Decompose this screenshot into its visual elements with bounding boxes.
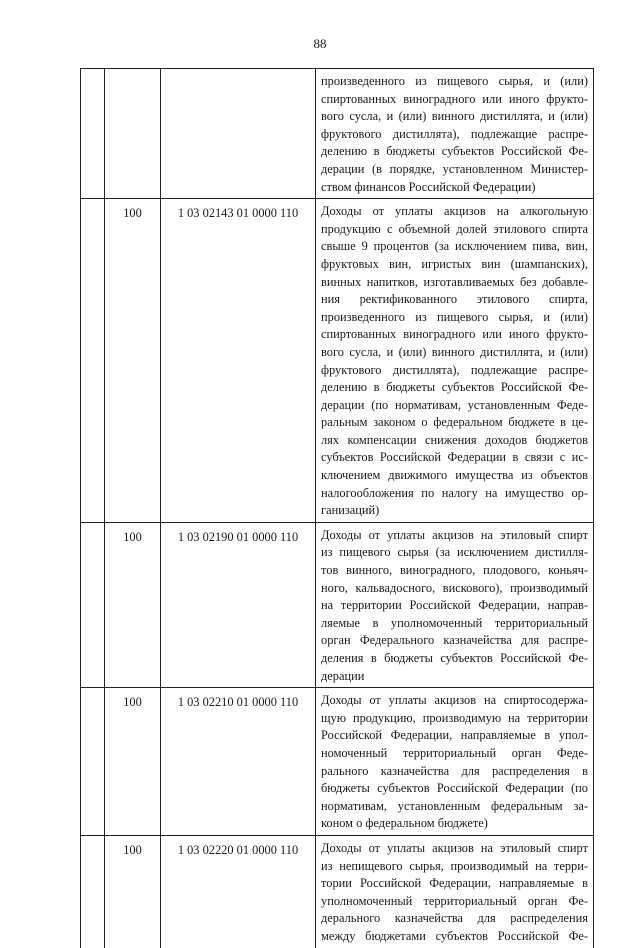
description-line: делению в бюджеты субъектов Российской Фе- — [321, 144, 588, 159]
description-cell — [316, 199, 594, 523]
description-line: ного, кальвадосного, вискового), производимый — [321, 580, 588, 595]
kbk-code-cell — [161, 69, 316, 199]
kbk-code-cell: 1 03 02220 01 0000 110 — [161, 835, 316, 947]
description-line: рального казначейства для распределения в — [321, 763, 588, 778]
description-line: лях компенсации снижения доходов бюджетов — [321, 432, 588, 447]
description-line: деления в бюджеты субъектов Российской Фе- — [321, 651, 588, 665]
description-line: фруктового дистиллята), подлежащие распре- — [321, 362, 588, 377]
description-line: Доходы от уплаты акцизов на алкогольную — [321, 204, 588, 219]
description-line: Доходы от уплаты акцизов на этиловый спирт — [321, 840, 588, 855]
description-line: вого сусла, и (или) винного дистиллята, и (или) — [321, 109, 588, 124]
description-line: из пищевого сырья (за исключением дистилля- — [321, 545, 588, 560]
description-line: Российской Федерации, направляемые в упол- — [321, 728, 588, 743]
table-row — [81, 522, 594, 687]
description-line: фруктового дистиллята), подлежащие распре- — [321, 126, 588, 141]
description-line: бюджеты субъектов Российской Федерации (по — [321, 781, 588, 796]
admin-code-cell: 100 — [105, 199, 161, 523]
kbk-code-cell: 1 03 02143 01 0000 110 — [161, 199, 316, 523]
description-line: уполномоченный территориальный орган Фе- — [321, 893, 588, 908]
description-line: продукцию с объемной долей этилового спирта — [321, 221, 588, 236]
description-line: вого сусла, и (или) винного дистиллята, и (или) — [321, 344, 588, 359]
row-number-cell — [81, 69, 105, 199]
description-line: тории Российской Федерации, направляемые в — [321, 876, 588, 891]
kbk-code-cell: 1 03 02210 01 0000 110 — [161, 688, 316, 836]
description-line: нормативам, установленным федеральным за- — [321, 798, 588, 813]
description-line: свыше 9 процентов (за исключением пива, вин, — [321, 239, 588, 254]
description-line: ганизаций) — [321, 503, 380, 518]
description-line: произведенного из пищевого сырья, и (или) — [321, 309, 588, 324]
description-line: дерального казначейства для распределения — [321, 911, 588, 926]
row-number-cell — [81, 522, 105, 687]
description-line: спиртованных виноградного или иного фрукто- — [321, 91, 588, 106]
row-number-cell — [81, 835, 105, 947]
description-line: Доходы от уплаты акцизов на спиртосодержа- — [321, 693, 588, 708]
description-text — [316, 523, 593, 687]
description-line: делению в бюджеты субъектов Российской Фе- — [321, 380, 588, 395]
description-line: субъектов Российской Федерации в связи с ис- — [321, 450, 588, 465]
row-number-cell — [81, 199, 105, 523]
admin-code-cell: 100 — [105, 835, 161, 947]
description-line: спиртованных виноградного или иного фрукто- — [321, 327, 588, 342]
admin-code-cell: 100 — [105, 522, 161, 687]
description-line: ключением движимого имущества из объектов — [321, 468, 588, 483]
description-line: ством финансов Российской Федерации) — [321, 179, 536, 194]
description-line: тов винного, виноградного, плодового, коньяч- — [321, 563, 588, 578]
description-line: произведенного из пищевого сырья, и (или) — [321, 74, 588, 88]
description-cell — [316, 835, 594, 947]
table-row — [81, 69, 594, 199]
revenue-classification-table — [80, 68, 594, 948]
admin-code-cell — [105, 69, 161, 199]
description-line: дерации — [321, 668, 365, 683]
table-row — [81, 199, 594, 523]
description-cell — [316, 688, 594, 836]
kbk-code-cell: 1 03 02190 01 0000 110 — [161, 522, 316, 687]
description-line: винных напитков, изготавливаемых без добавле- — [321, 274, 588, 289]
description-cell — [316, 522, 594, 687]
description-line: орган Федерального казначейства для распре- — [321, 633, 588, 648]
description-line: щую продукцию, производимую на территории — [321, 710, 588, 725]
description-line: коном о федеральном бюджете) — [321, 816, 488, 831]
description-text — [316, 688, 593, 835]
description-line: ния ректификованного этилового спирта, — [321, 292, 588, 307]
description-line: на территории Российской Федерации, направ- — [321, 598, 588, 613]
description-line: налогообложения по налогу на имущество ор- — [321, 485, 588, 500]
description-line: ральным законом о федеральном бюджете в це- — [321, 415, 588, 430]
description-line: Доходы от уплаты акцизов на этиловый спирт — [321, 527, 588, 542]
description-line: из непищевого сырья, производимый на терри- — [321, 858, 588, 873]
description-line: номоченный территориальный орган Феде- — [321, 745, 588, 760]
description-line: дерации (по нормативам, установленным Феде- — [321, 397, 588, 412]
description-text — [316, 836, 593, 948]
description-text — [316, 199, 593, 522]
table-row — [81, 688, 594, 836]
table-row — [81, 835, 594, 947]
description-line: между бюджетами субъектов Российской Фе- — [321, 928, 588, 943]
description-line: дерации (в порядке, установленном Министер- — [321, 161, 588, 176]
row-number-cell — [81, 688, 105, 836]
description-line: ляемые в уполномоченный территориальный — [321, 615, 588, 630]
description-line: фруктовых вин, игристых вин (шампанских), — [321, 256, 588, 271]
page-number: 88 — [313, 36, 327, 51]
description-cell — [316, 69, 594, 199]
description-text — [316, 69, 593, 198]
admin-code-cell: 100 — [105, 688, 161, 836]
